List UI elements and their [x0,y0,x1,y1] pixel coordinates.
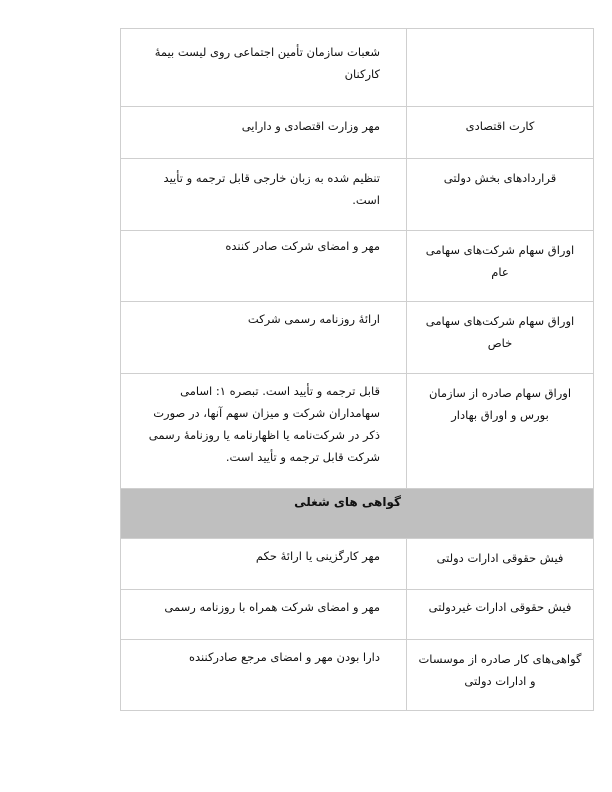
document-cell: اوراق سهام شرکت‌های سهامی عام [407,231,594,302]
document-cell: اوراق سهام شرکت‌های سهامی خاص [407,302,594,374]
table-row [121,231,594,302]
requirement-cell: شعبات سازمان تأمین اجتماعی روی لیست بیمۀ کارکنان [121,29,407,107]
requirement-cell: مهر وزارت اقتصادی و دارایی [121,107,407,159]
table-row [121,302,594,374]
requirement-cell: مهر کارگزینی یا ارائۀ حکم [121,539,407,590]
document-cell: فیش حقوقی ادارات غیردولتی [407,590,594,640]
table-row [121,374,594,489]
requirement-cell: تنظیم شده به زبان خارجی قابل ترجمه و تأیید است. [121,159,407,231]
requirement-cell: مهر و امضای شرکت همراه با روزنامه رسمی [121,590,407,640]
requirement-cell: قابل ترجمه و تأیید است. تبصره ۱: اسامی سهامداران شرکت و میزان سهم آنها، در صورت ذکر در شرکت‌نامه یا اظهارنامه یا روزنامۀ رسمی شرکت قابل ترجمه و تأیید است. [121,374,407,489]
requirement-cell: دارا بودن مهر و امضای مرجع صادرکننده [121,640,407,711]
table-row [121,107,594,159]
requirement-cell: مهر و امضای شرکت صادر کننده [121,231,407,302]
requirement-cell: ارائۀ روزنامه رسمی شرکت [121,302,407,374]
document-cell: گواهی‌های کار صادره از موسسات و ادارات دولتی [407,640,594,711]
table-row [121,590,594,640]
document-cell: اوراق سهام صادره از سازمان بورس و اوراق بهادار [407,374,594,489]
section-row [121,489,594,539]
table-row [121,640,594,711]
document-cell [407,29,594,107]
requirements-table [120,28,594,711]
document-cell: فیش حقوقی ادارات دولتی [407,539,594,590]
document-cell: قراردادهای بخش دولتی [407,159,594,231]
table-row [121,159,594,231]
document-cell: کارت اقتصادی [407,107,594,159]
table-row [121,539,594,590]
table-row [121,29,594,107]
section-title: گواهی های شغلی [121,489,594,539]
